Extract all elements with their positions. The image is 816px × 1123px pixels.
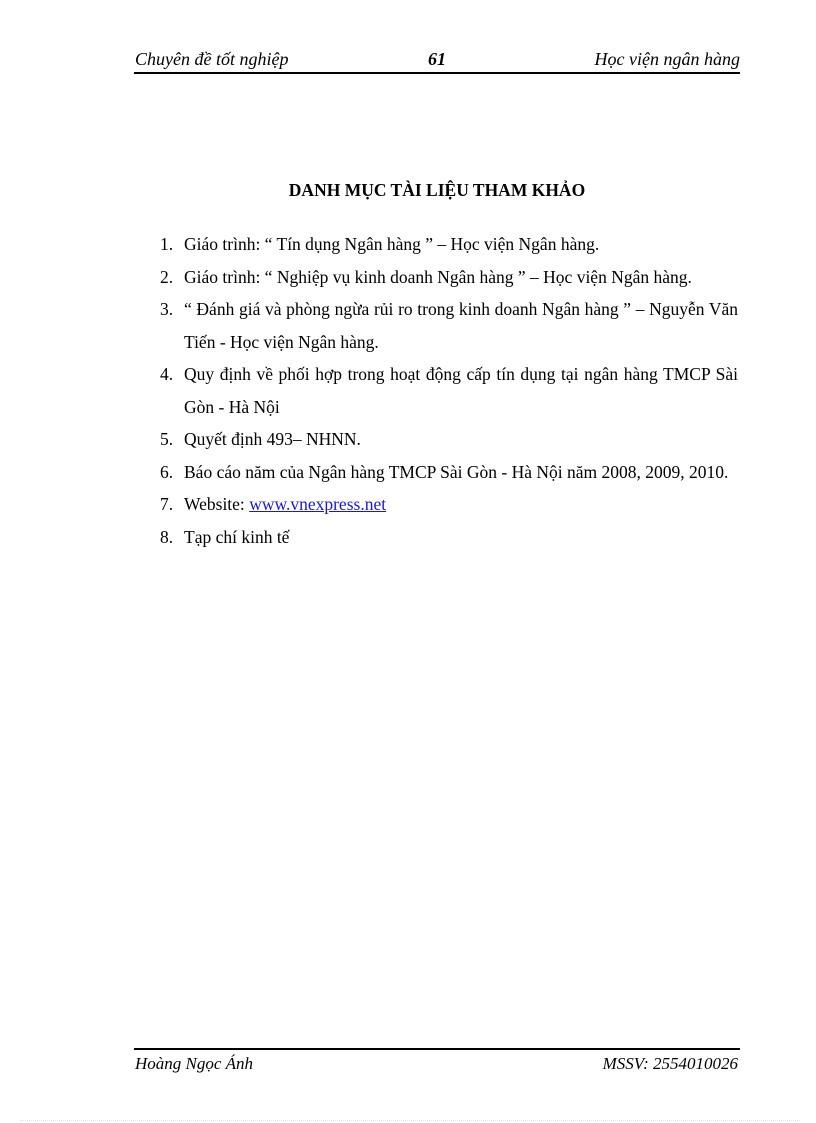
reference-number: 7.	[160, 494, 174, 514]
page-number: 61	[428, 49, 446, 69]
reference-item-6	[150, 456, 738, 489]
reference-text: Báo cáo năm của Ngân hàng TMCP Sài Gòn - Hà Nội năm 2008, 2009, 2010.	[184, 461, 729, 482]
footer-student-id: MSSV: 2554010026	[602, 1054, 738, 1073]
website-link[interactable]: www.vnexpress.net	[249, 494, 387, 514]
reference-text: Website:	[184, 494, 250, 514]
document-title: DANH MỤC TÀI LIỆU THAM KHẢO	[288, 180, 586, 200]
reference-text: Quyết định 493– NHNN.	[184, 429, 361, 449]
page-header	[134, 48, 740, 74]
header-thesis-label: Chuyên đề tốt nghiệp	[135, 49, 289, 69]
reference-item-2	[150, 261, 738, 294]
reference-item-4	[150, 358, 738, 423]
reference-text: “ Đánh giá và phòng ngừa rủi ro trong kinh doanh Ngân hàng ” – Nguyễn Văn Tiến - Học viện Ngân hàng.	[184, 299, 738, 352]
reference-number: 8.	[160, 526, 174, 547]
reference-item-8	[150, 521, 738, 554]
reference-number: 2.	[160, 266, 174, 287]
reference-text: Giáo trình: “ Tín dụng Ngân hàng ” – Học viện Ngân hàng.	[184, 234, 600, 254]
reference-item-5	[150, 423, 738, 456]
reference-item-7	[150, 488, 738, 521]
reference-list	[150, 228, 738, 553]
header-institution: Học viện ngân hàng	[594, 49, 740, 69]
page-footer	[134, 1048, 740, 1076]
reference-item-1	[150, 228, 738, 261]
reference-number: 3.	[160, 299, 174, 319]
reference-number: 1.	[160, 234, 174, 254]
reference-text: Tạp chí kinh tế	[184, 526, 290, 547]
page-edge-divider	[20, 1120, 800, 1121]
reference-text: Quy định về phối hợp trong hoạt động cấp tín dụng tại ngân hàng TMCP Sài Gòn - Hà Nội	[184, 364, 738, 417]
footer-author: Hoàng Ngọc Ánh	[135, 1054, 254, 1073]
reference-text: Giáo trình: “ Nghiệp vụ kinh doanh Ngân hàng ” – Học viện Ngân hàng.	[184, 266, 692, 287]
reference-number: 4.	[160, 364, 174, 384]
reference-number: 5.	[160, 429, 174, 449]
reference-item-3	[150, 293, 738, 358]
reference-number: 6.	[160, 461, 174, 482]
